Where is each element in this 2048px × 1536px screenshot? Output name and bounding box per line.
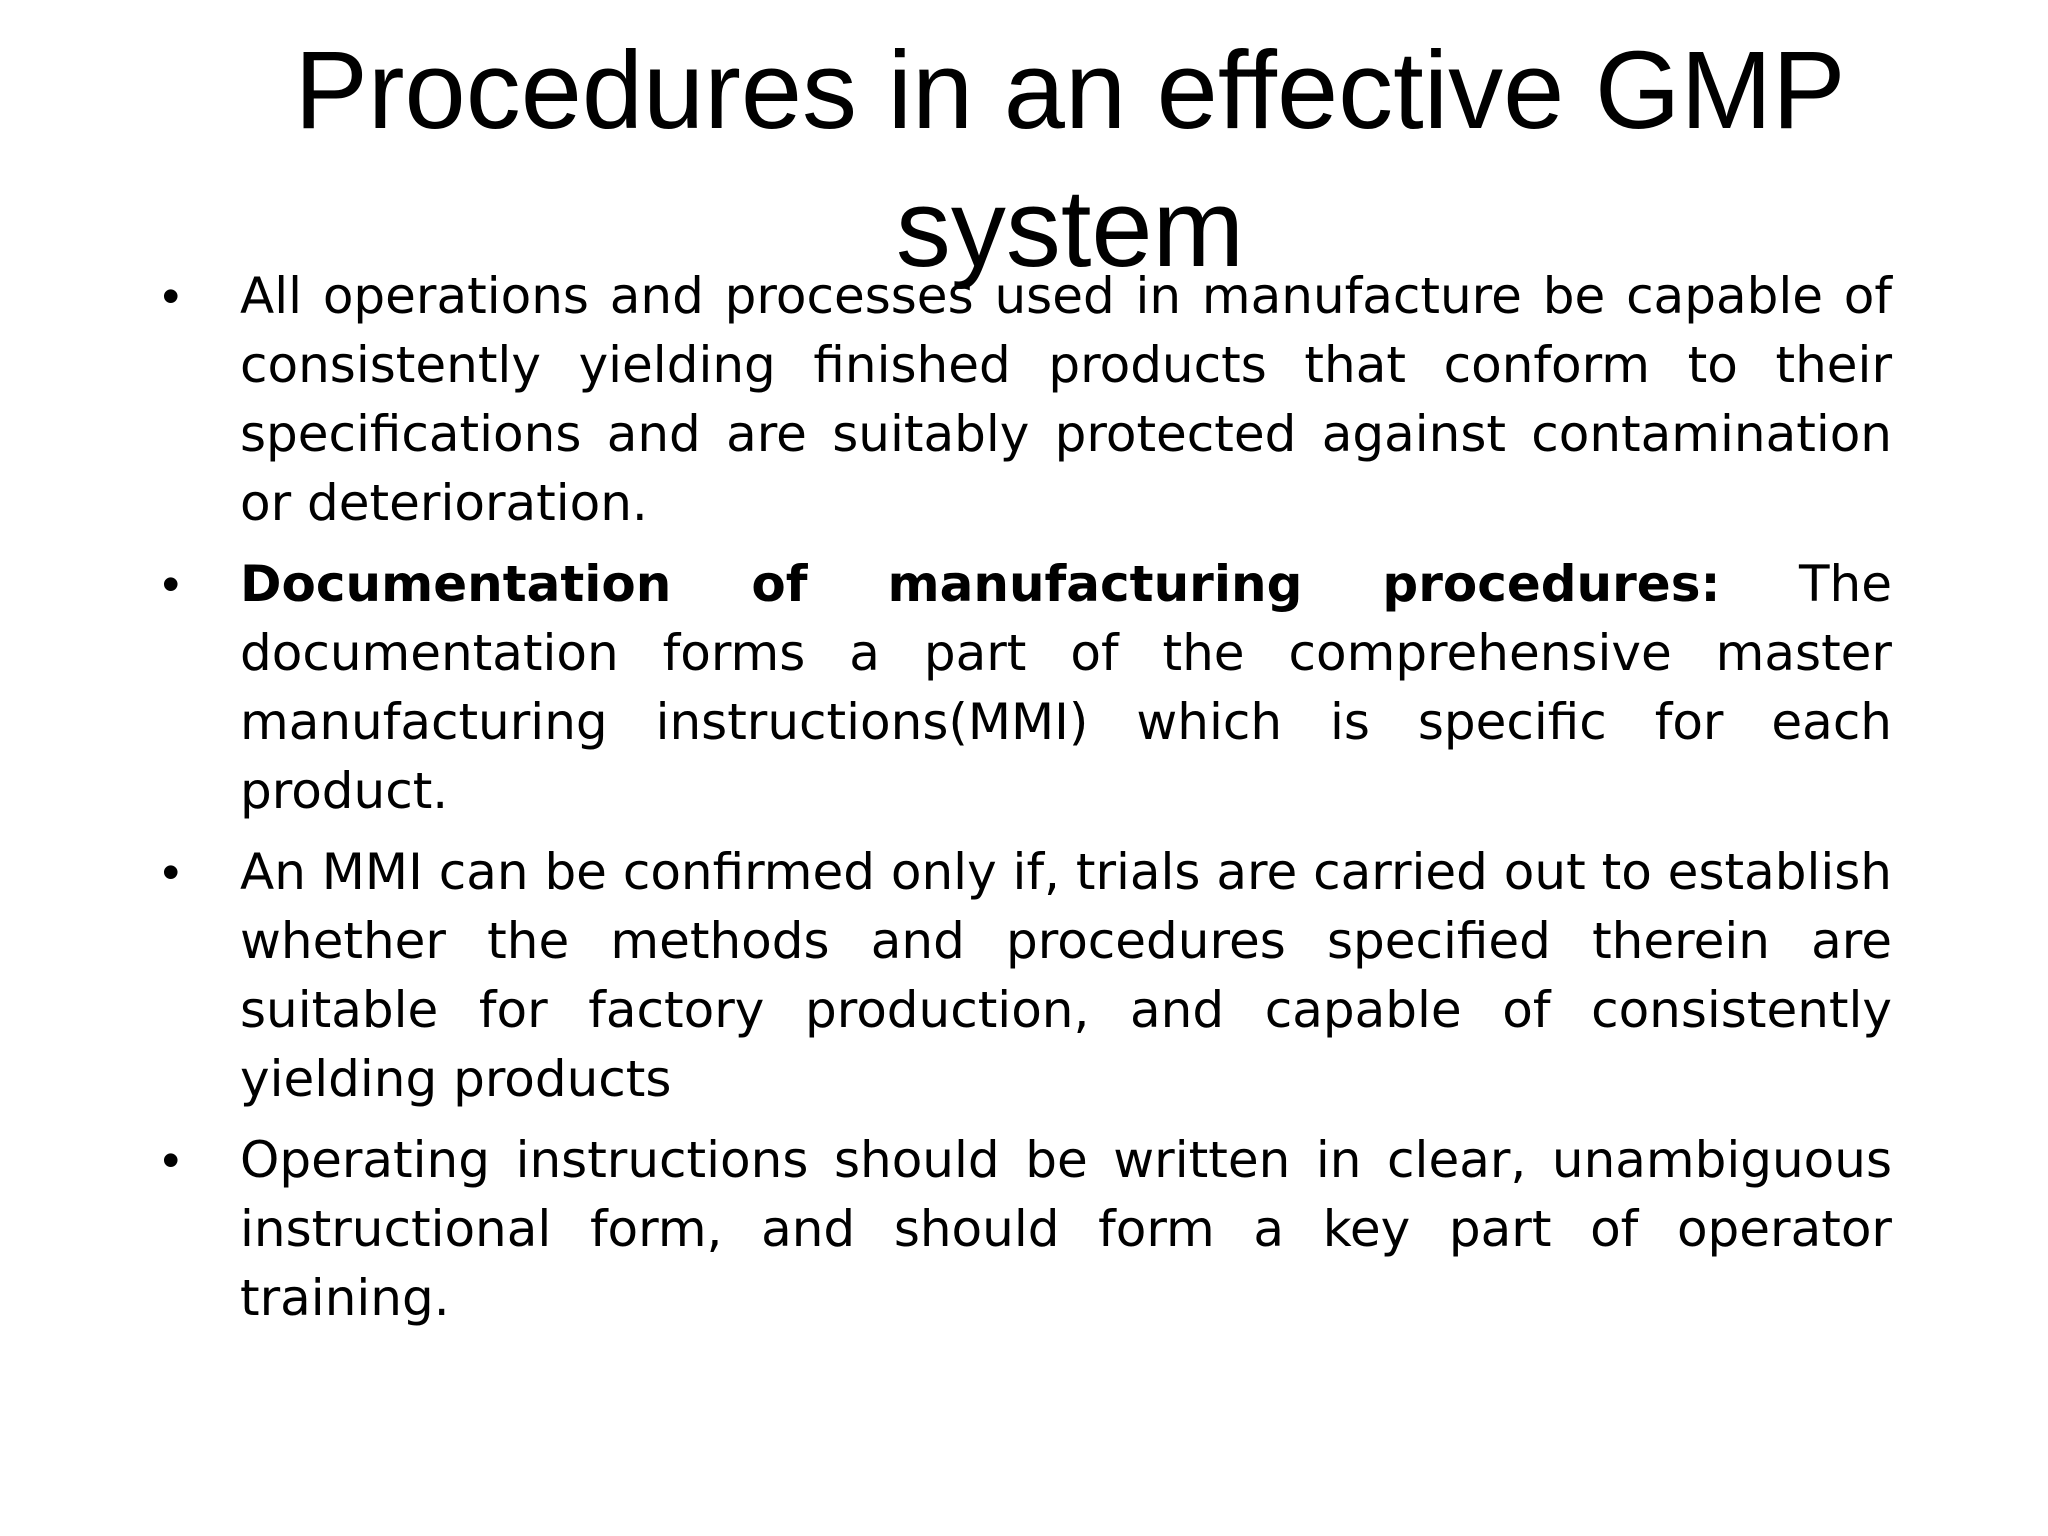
bullet-list (162, 262, 1892, 1345)
bullet-bold-text: Documentation of manufacturing procedures: (240, 555, 1721, 613)
bullet-icon: • (162, 268, 180, 324)
bullet-icon: • (162, 556, 180, 612)
slide-title-line-2: system (895, 167, 1245, 290)
bullet-item-4 (162, 1126, 1892, 1333)
slide-title (180, 22, 1960, 298)
slide-title-line-1: Procedures in an effective GMP (294, 29, 1846, 152)
bullet-text: The documentation forms a part of the comprehensive master manufacturing instructions(MMI) which is specific for each product. (240, 555, 1892, 820)
bullet-item-1 (162, 262, 1892, 538)
bullet-icon: • (162, 844, 180, 900)
bullet-icon: • (162, 1132, 180, 1188)
bullet-item-3 (162, 838, 1892, 1114)
bullet-text: Operating instructions should be written in clear, unambiguous instructional form, and should form a key part of operator training. (240, 1131, 1892, 1327)
bullet-text: All operations and processes used in manufacture be capable of consistently yielding finished products that conform to their specifications and are suitably protected against contamination or deterioration. (240, 267, 1892, 532)
bullet-text: An MMI can be confirmed only if, trials are carried out to establish whether the methods and procedures specified therein are suitable for factory production, and capable of consistently yielding products (240, 843, 1892, 1108)
bullet-item-2 (162, 550, 1892, 826)
